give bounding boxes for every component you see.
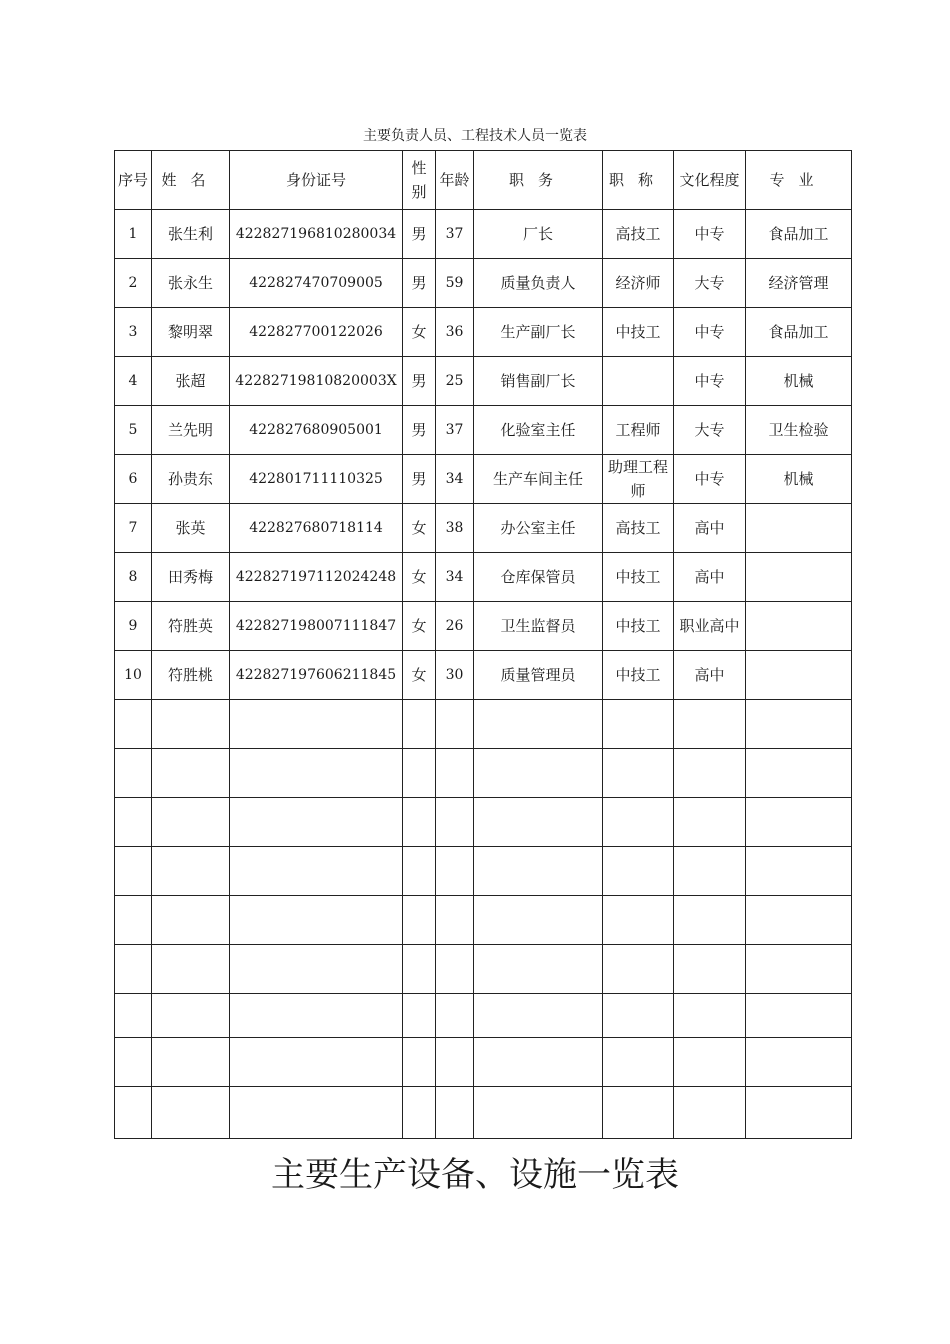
cell-id: 422827197606211845	[230, 651, 403, 700]
cell-title: 工程师	[603, 406, 674, 455]
table-row	[115, 651, 852, 700]
cell-major: 卫生检验	[746, 406, 852, 455]
empty-cell	[152, 798, 230, 847]
cell-position: 质量管理员	[474, 651, 603, 700]
empty-cell	[436, 896, 474, 945]
cell-position: 生产车间主任	[474, 455, 603, 504]
empty-cell	[746, 798, 852, 847]
empty-cell	[474, 945, 603, 994]
empty-cell	[403, 994, 436, 1038]
empty-cell	[674, 798, 746, 847]
cell-position: 销售副厂长	[474, 357, 603, 406]
cell-age: 38	[436, 504, 474, 553]
empty-row	[115, 798, 852, 847]
header-seq: 序号	[115, 151, 152, 210]
cell-seq: 9	[115, 602, 152, 651]
empty-cell	[674, 700, 746, 749]
cell-position: 厂长	[474, 210, 603, 259]
empty-row	[115, 700, 852, 749]
cell-name: 符胜桃	[152, 651, 230, 700]
cell-edu: 中专	[674, 308, 746, 357]
header-age: 年龄	[436, 151, 474, 210]
empty-cell	[115, 798, 152, 847]
cell-edu: 职业高中	[674, 602, 746, 651]
empty-cell	[474, 700, 603, 749]
empty-cell	[403, 749, 436, 798]
empty-cell	[603, 749, 674, 798]
header-gender: 性别	[403, 151, 436, 210]
empty-cell	[603, 798, 674, 847]
cell-name: 张生利	[152, 210, 230, 259]
empty-row	[115, 1087, 852, 1139]
empty-cell	[603, 1087, 674, 1139]
cell-age: 37	[436, 406, 474, 455]
staff-table	[114, 150, 852, 1139]
empty-row	[115, 847, 852, 896]
empty-cell	[674, 749, 746, 798]
cell-title: 中技工	[603, 602, 674, 651]
cell-name: 田秀梅	[152, 553, 230, 602]
empty-cell	[152, 1038, 230, 1087]
empty-cell	[746, 1087, 852, 1139]
empty-cell	[115, 847, 152, 896]
table-row	[115, 210, 852, 259]
empty-cell	[403, 1038, 436, 1087]
cell-position: 化验室主任	[474, 406, 603, 455]
table-title: 主要负责人员、工程技术人员一览表	[363, 128, 587, 144]
empty-cell	[403, 1087, 436, 1139]
empty-cell	[674, 847, 746, 896]
cell-title	[603, 357, 674, 406]
cell-seq: 6	[115, 455, 152, 504]
empty-cell	[230, 1038, 403, 1087]
empty-cell	[474, 1038, 603, 1087]
cell-age: 34	[436, 455, 474, 504]
cell-edu: 高中	[674, 553, 746, 602]
empty-cell	[474, 847, 603, 896]
cell-major	[746, 602, 852, 651]
cell-seq: 2	[115, 259, 152, 308]
empty-cell	[152, 749, 230, 798]
cell-name: 黎明翠	[152, 308, 230, 357]
cell-seq: 3	[115, 308, 152, 357]
empty-cell	[436, 1038, 474, 1087]
header-major: 专业	[746, 151, 852, 210]
cell-gender: 女	[403, 553, 436, 602]
cell-major	[746, 651, 852, 700]
cell-edu: 中专	[674, 210, 746, 259]
empty-cell	[436, 749, 474, 798]
cell-name: 兰先明	[152, 406, 230, 455]
empty-cell	[603, 700, 674, 749]
empty-cell	[152, 1087, 230, 1139]
table-row	[115, 308, 852, 357]
header-edu: 文化程度	[674, 151, 746, 210]
cell-gender: 男	[403, 455, 436, 504]
empty-cell	[474, 798, 603, 847]
cell-gender: 男	[403, 357, 436, 406]
empty-cell	[403, 700, 436, 749]
cell-name: 张英	[152, 504, 230, 553]
empty-row	[115, 896, 852, 945]
cell-age: 26	[436, 602, 474, 651]
empty-cell	[115, 994, 152, 1038]
cell-edu: 大专	[674, 406, 746, 455]
empty-cell	[674, 896, 746, 945]
empty-cell	[230, 798, 403, 847]
cell-edu: 高中	[674, 651, 746, 700]
cell-seq: 10	[115, 651, 152, 700]
empty-cell	[403, 798, 436, 847]
cell-major	[746, 553, 852, 602]
cell-id: 422827680718114	[230, 504, 403, 553]
empty-cell	[603, 896, 674, 945]
empty-cell	[474, 749, 603, 798]
empty-row	[115, 749, 852, 798]
empty-cell	[115, 945, 152, 994]
empty-cell	[230, 994, 403, 1038]
cell-name: 符胜英	[152, 602, 230, 651]
empty-cell	[746, 994, 852, 1038]
section-title: 主要生产设备、设施一览表	[271, 1155, 679, 1195]
empty-cell	[230, 945, 403, 994]
cell-title: 经济师	[603, 259, 674, 308]
cell-title: 助理工程师	[603, 455, 674, 504]
empty-cell	[436, 798, 474, 847]
empty-cell	[115, 896, 152, 945]
empty-cell	[746, 749, 852, 798]
empty-row	[115, 945, 852, 994]
cell-edu: 大专	[674, 259, 746, 308]
staff-table-body	[115, 210, 852, 1139]
empty-cell	[674, 1087, 746, 1139]
cell-gender: 男	[403, 210, 436, 259]
empty-cell	[115, 1038, 152, 1087]
cell-gender: 男	[403, 406, 436, 455]
empty-cell	[603, 1038, 674, 1087]
empty-cell	[115, 700, 152, 749]
header-id: 身份证号	[230, 151, 403, 210]
table-row	[115, 406, 852, 455]
empty-cell	[403, 945, 436, 994]
cell-age: 59	[436, 259, 474, 308]
cell-major: 食品加工	[746, 210, 852, 259]
cell-major	[746, 504, 852, 553]
cell-name: 张超	[152, 357, 230, 406]
empty-cell	[474, 896, 603, 945]
cell-age: 25	[436, 357, 474, 406]
header-name: 姓名	[152, 151, 230, 210]
empty-cell	[746, 945, 852, 994]
empty-cell	[152, 847, 230, 896]
empty-cell	[403, 896, 436, 945]
empty-row	[115, 1038, 852, 1087]
empty-cell	[403, 847, 436, 896]
table-row	[115, 259, 852, 308]
cell-seq: 1	[115, 210, 152, 259]
cell-edu: 高中	[674, 504, 746, 553]
cell-name: 孙贵东	[152, 455, 230, 504]
table-row	[115, 504, 852, 553]
cell-position: 卫生监督员	[474, 602, 603, 651]
empty-cell	[603, 847, 674, 896]
cell-name: 张永生	[152, 259, 230, 308]
header-title: 职称	[603, 151, 674, 210]
table-row	[115, 357, 852, 406]
table-row	[115, 455, 852, 504]
cell-id: 422801711110325	[230, 455, 403, 504]
empty-cell	[674, 945, 746, 994]
cell-id: 422827197112024248	[230, 553, 403, 602]
cell-title: 高技工	[603, 210, 674, 259]
cell-id: 42282719810820003X	[230, 357, 403, 406]
empty-cell	[436, 994, 474, 1038]
empty-cell	[115, 1087, 152, 1139]
empty-cell	[746, 700, 852, 749]
cell-title: 高技工	[603, 504, 674, 553]
cell-major: 机械	[746, 357, 852, 406]
empty-cell	[474, 1087, 603, 1139]
cell-seq: 8	[115, 553, 152, 602]
cell-major: 经济管理	[746, 259, 852, 308]
empty-cell	[230, 749, 403, 798]
empty-cell	[230, 1087, 403, 1139]
empty-cell	[115, 749, 152, 798]
cell-gender: 女	[403, 504, 436, 553]
cell-gender: 女	[403, 651, 436, 700]
cell-position: 仓库保管员	[474, 553, 603, 602]
empty-cell	[436, 847, 474, 896]
cell-title: 中技工	[603, 651, 674, 700]
empty-cell	[746, 896, 852, 945]
empty-cell	[603, 994, 674, 1038]
empty-cell	[152, 945, 230, 994]
empty-cell	[746, 1038, 852, 1087]
cell-id: 422827680905001	[230, 406, 403, 455]
empty-row	[115, 994, 852, 1038]
cell-major: 食品加工	[746, 308, 852, 357]
cell-major: 机械	[746, 455, 852, 504]
empty-cell	[230, 700, 403, 749]
cell-seq: 5	[115, 406, 152, 455]
empty-cell	[603, 945, 674, 994]
cell-age: 30	[436, 651, 474, 700]
cell-age: 36	[436, 308, 474, 357]
empty-cell	[474, 994, 603, 1038]
empty-cell	[436, 1087, 474, 1139]
empty-cell	[152, 700, 230, 749]
empty-cell	[152, 994, 230, 1038]
cell-seq: 7	[115, 504, 152, 553]
empty-cell	[674, 994, 746, 1038]
cell-seq: 4	[115, 357, 152, 406]
empty-cell	[746, 847, 852, 896]
empty-cell	[674, 1038, 746, 1087]
cell-title: 中技工	[603, 553, 674, 602]
cell-position: 生产副厂长	[474, 308, 603, 357]
cell-id: 422827198007111847	[230, 602, 403, 651]
header-position: 职务	[474, 151, 603, 210]
empty-cell	[230, 847, 403, 896]
cell-id: 422827470709005	[230, 259, 403, 308]
cell-id: 422827196810280034	[230, 210, 403, 259]
cell-edu: 中专	[674, 357, 746, 406]
cell-position: 办公室主任	[474, 504, 603, 553]
cell-gender: 男	[403, 259, 436, 308]
cell-position: 质量负责人	[474, 259, 603, 308]
cell-edu: 中专	[674, 455, 746, 504]
empty-cell	[436, 700, 474, 749]
cell-gender: 女	[403, 308, 436, 357]
cell-age: 37	[436, 210, 474, 259]
empty-cell	[230, 896, 403, 945]
header-row	[115, 151, 852, 210]
cell-id: 422827700122026	[230, 308, 403, 357]
cell-gender: 女	[403, 602, 436, 651]
cell-age: 34	[436, 553, 474, 602]
empty-cell	[152, 896, 230, 945]
table-row	[115, 602, 852, 651]
empty-cell	[436, 945, 474, 994]
cell-title: 中技工	[603, 308, 674, 357]
table-row	[115, 553, 852, 602]
